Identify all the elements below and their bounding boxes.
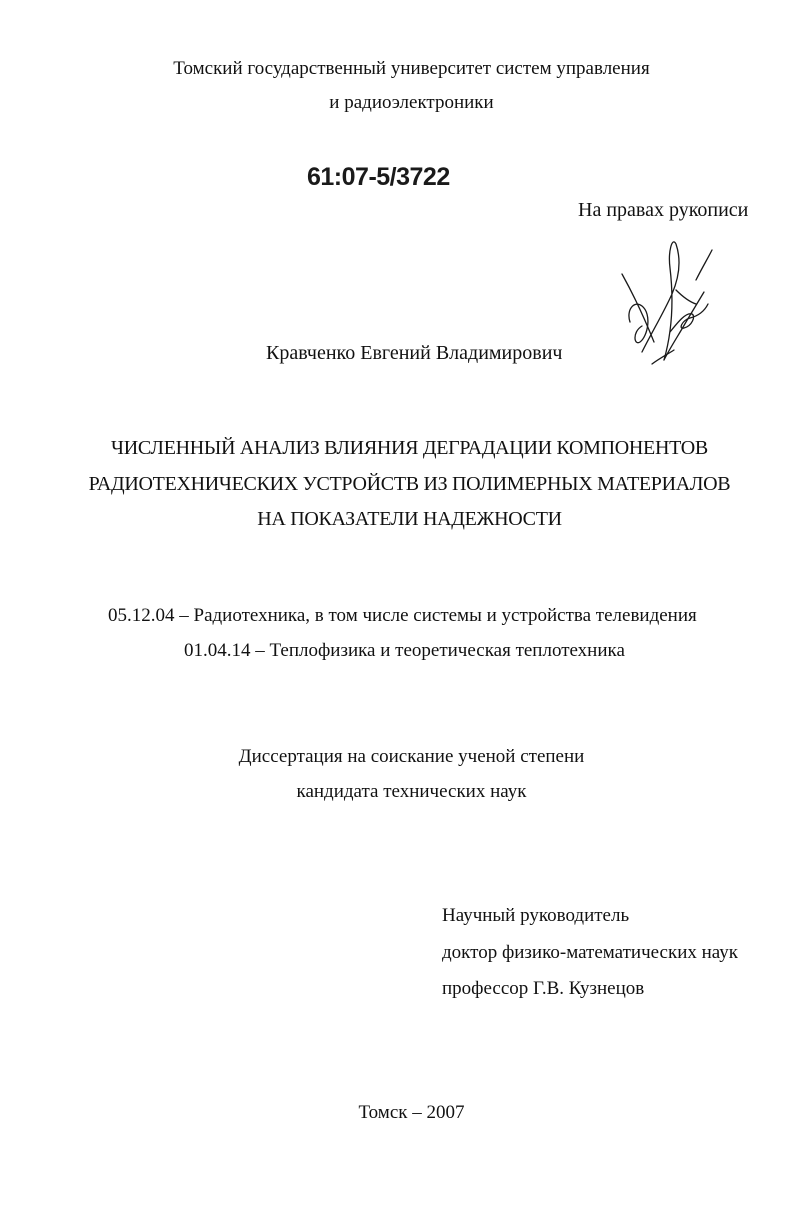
thesis-title-line-3: НА ПОКАЗАТЕЛИ НАДЕЖНОСТИ xyxy=(257,508,562,530)
thesis-title-line-2: РАДИОТЕХНИЧЕСКИХ УСТРОЙСТВ ИЗ ПОЛИМЕРНЫХ МАТЕРИАЛОВ xyxy=(88,473,731,495)
advisor-role: Научный руководитель xyxy=(442,905,630,926)
university-name-line-2: и радиоэлектроники xyxy=(329,92,494,113)
author-name: Кравченко Евгений Владимирович xyxy=(266,342,563,364)
dissertation-purpose-line-2: кандидата технических наук xyxy=(296,781,527,802)
advisor-degree: доктор физико-математических наук xyxy=(442,942,738,963)
handwritten-signature xyxy=(612,232,722,372)
university-name-line-1: Томский государственный университет систем управления xyxy=(173,58,650,79)
rights-note: На правах рукописи xyxy=(578,199,749,221)
city-year: Томск – 2007 xyxy=(358,1102,465,1123)
advisor-name: профессор Г.В. Кузнецов xyxy=(442,978,645,999)
catalog-number: 61:07-5/3722 xyxy=(307,163,450,191)
specialty-code-2: 01.04.14 – Теплофизика и теоретическая теплотехника xyxy=(184,640,625,661)
specialty-code-1: 05.12.04 – Радиотехника, в том числе системы и устройства телевидения xyxy=(108,605,697,626)
dissertation-purpose-line-1: Диссертация на соискание ученой степени xyxy=(238,746,585,767)
thesis-title-line-1: ЧИСЛЕННЫЙ АНАЛИЗ ВЛИЯНИЯ ДЕГРАДАЦИИ КОМПОНЕНТОВ xyxy=(111,437,708,459)
